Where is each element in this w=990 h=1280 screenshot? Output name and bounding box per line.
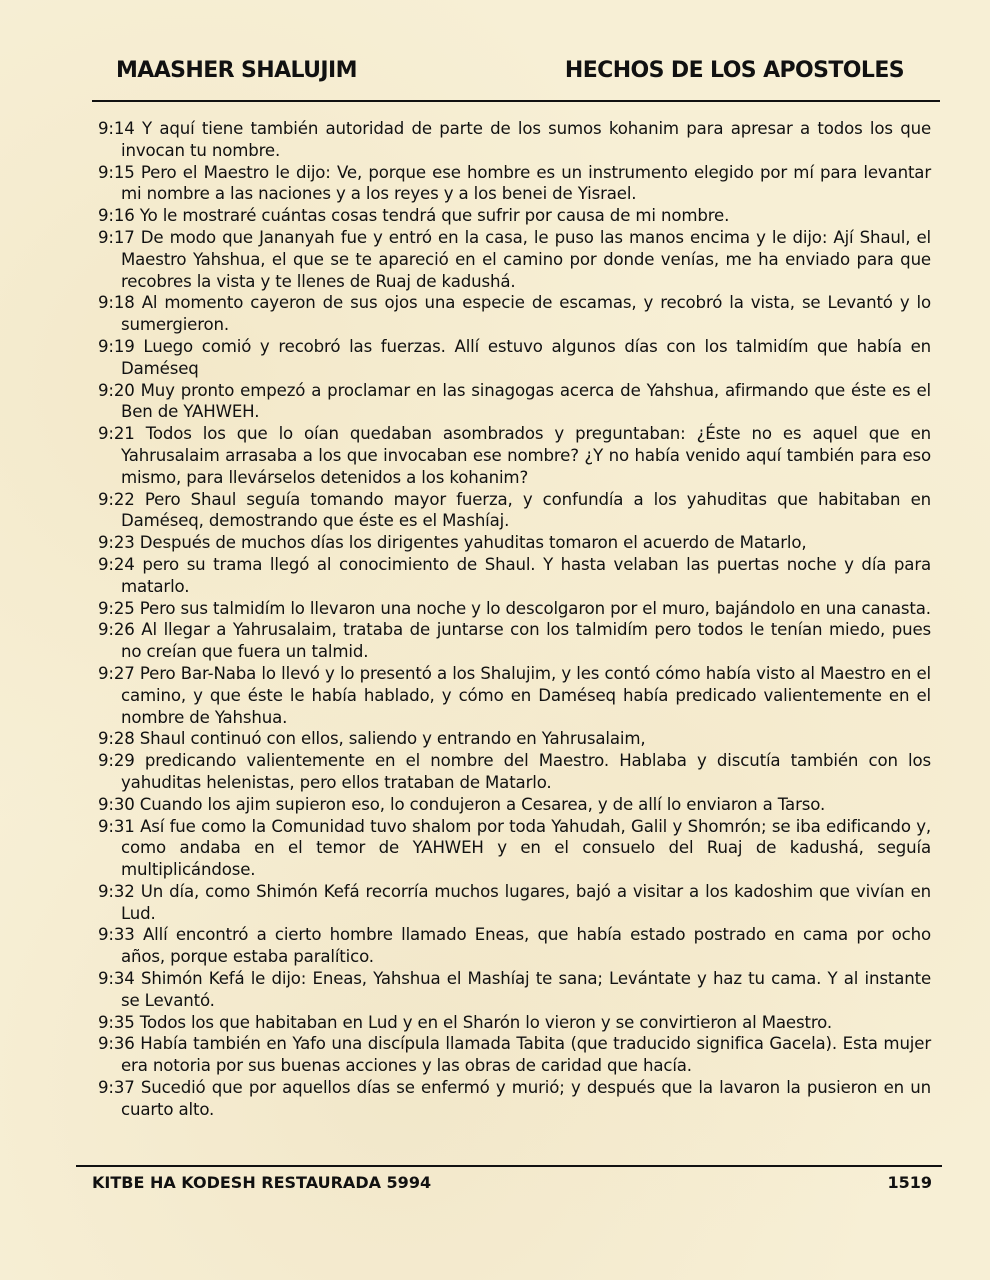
verse-text: Un día, como Shimón Kefá recorría muchos lugares, bajó a visitar a los kadoshim que vivían en Lud. bbox=[121, 881, 932, 923]
verse-text: pero su trama llegó al conocimiento de Shaul. Y hasta velaban las puertas noche y día para matarlo. bbox=[121, 554, 932, 596]
verse-text: Había también en Yafo una discípula llamada Tabita (que traducido significa Gacela). Esta mujer era notoria por sus buenas acciones y las obras de caridad que hacía. bbox=[121, 1034, 932, 1076]
verse-text: Al llegar a Yahrusalaim, trataba de juntarse con los talmidím pero todos le tenían miedo, pues no creían que fuera un talmid. bbox=[121, 620, 932, 662]
verse-text: Yo le mostraré cuántas cosas tendrá que sufrir por causa de mi nombre. bbox=[139, 206, 730, 226]
verse-text: Cuando los ajim supieron eso, lo condujeron a Cesarea, y de allí lo enviaron a Tarso. bbox=[139, 794, 826, 814]
verse-ref: 9:33 bbox=[98, 925, 135, 945]
verse bbox=[98, 489, 931, 533]
verse-text: De modo que Jananyah fue y entró en la casa, le puso las manos encima y le dijo: Ají Shaul, el Maestro Yahshua, el que se te apareció en el camino por donde venías, me ha enviado para que recobres la vista y te llenes de Ruaj de kadushá. bbox=[121, 227, 931, 291]
verse-text: Todos los que habitaban en Lud y en el Sharón lo vieron y se convirtieron al Maestro. bbox=[139, 1012, 832, 1032]
verse bbox=[98, 1077, 931, 1121]
verse bbox=[98, 619, 931, 663]
verse-ref: 9:36 bbox=[98, 1034, 135, 1054]
verse-ref: 9:17 bbox=[98, 227, 135, 247]
page-number: 1519 bbox=[887, 1173, 932, 1192]
verse-ref: 9:19 bbox=[98, 336, 135, 356]
verse-ref: 9:22 bbox=[98, 489, 135, 509]
verse-text: Pero sus talmidím lo llevaron una noche y lo descolgaron por el muro, bajándolo en una canasta. bbox=[139, 598, 931, 618]
verse-text: Pero el Maestro le dijo: Ve, porque ese hombre es un instrumento elegido por mí para levantar mi nombre a las naciones y a los reyes y a los benei de Yisrael. bbox=[121, 162, 931, 204]
verse-text: Así fue como la Comunidad tuvo shalom por toda Yahudah, Galil y Shomrón; se iba edificando y, como andaba en el temor de YAHWEH y en el consuelo del Ruaj de kadushá, seguía multiplicándose. bbox=[121, 816, 932, 880]
footer-edition: KITBE HA KODESH RESTAURADA 5994 bbox=[92, 1173, 432, 1192]
verse-text: predicando valientemente en el nombre del Maestro. Hablaba y discutía también con los yahuditas helenistas, pero ellos trataban de Matarlo. bbox=[121, 751, 931, 792]
verse-ref: 9:35 bbox=[98, 1012, 135, 1032]
verse-text: Sucedió que por aquellos días se enfermó y murió; y después que la lavaron la pusieron en un cuarto alto. bbox=[121, 1078, 931, 1119]
verse-text: Al momento cayeron de sus ojos una especie de escamas, y recobró la vista, se Levantó y lo sumergieron. bbox=[121, 293, 931, 335]
verse bbox=[98, 1012, 931, 1034]
verse bbox=[98, 532, 931, 554]
verse bbox=[98, 336, 931, 380]
verse-ref: 9:18 bbox=[98, 293, 135, 313]
verse-text: Muy pronto empezó a proclamar en las sinagogas acerca de Yahshua, afirmando que éste es el Ben de YAHWEH. bbox=[121, 380, 932, 422]
verse-ref: 9:29 bbox=[98, 751, 135, 771]
page-header bbox=[92, 58, 940, 102]
header-book-subtitle: HECHOS DE LOS APOSTOLES bbox=[564, 58, 904, 83]
verse-ref: 9:30 bbox=[98, 794, 135, 814]
verse-ref: 9:27 bbox=[98, 663, 135, 683]
verse-text: Después de muchos días los dirigentes yahuditas tomaron el acuerdo de Matarlo, bbox=[139, 533, 807, 553]
verse bbox=[98, 794, 931, 816]
verse-ref: 9:26 bbox=[98, 620, 135, 640]
verse-text: Pero Bar-Naba lo llevó y lo presentó a los Shalujim, y les contó cómo había visto al Maestro en el camino, y que éste le había hablado, y cómo en Daméseq había predicado valientemente en el nombre de Yahshua. bbox=[121, 663, 931, 727]
verse-ref: 9:28 bbox=[98, 729, 135, 749]
verse bbox=[98, 205, 931, 227]
verse-ref: 9:34 bbox=[98, 969, 135, 989]
verse bbox=[98, 423, 931, 488]
verse bbox=[98, 1033, 931, 1077]
verse-text: Luego comió y recobró las fuerzas. Allí estuvo algunos días con los talmidím que había en Daméseq bbox=[121, 336, 931, 378]
verse-text: Todos los que lo oían quedaban asombrados y preguntaban: ¿Éste no es aquel que en Yahrusalaim arrasaba a los que invocaban ese nombre? ¿Y no había venido aquí también para eso mismo, para llevárselos detenidos a los kohanim? bbox=[121, 424, 932, 487]
verse bbox=[98, 728, 931, 750]
verse bbox=[98, 162, 931, 206]
verse bbox=[98, 380, 931, 424]
verse-ref: 9:15 bbox=[98, 162, 135, 182]
verse-ref: 9:25 bbox=[98, 598, 135, 618]
verse bbox=[98, 598, 931, 620]
verse-text: Y aquí tiene también autoridad de parte de los sumos kohanim para apresar a todos los que invocan tu nombre. bbox=[121, 119, 932, 160]
verse bbox=[98, 924, 931, 968]
verse-ref: 9:14 bbox=[98, 119, 135, 138]
verse-ref: 9:20 bbox=[98, 380, 135, 400]
verse-list bbox=[98, 118, 931, 1121]
verse bbox=[98, 750, 931, 794]
verse bbox=[98, 663, 931, 728]
verse bbox=[98, 881, 931, 925]
verse-ref: 9:16 bbox=[98, 206, 135, 226]
verse-text: Pero Shaul seguía tomando mayor fuerza, y confundía a los yahuditas que habitaban en Daméseq, demostrando que éste es el Mashíaj. bbox=[121, 489, 932, 531]
verse bbox=[98, 816, 931, 881]
verse-ref: 9:31 bbox=[98, 816, 135, 836]
verse-ref: 9:37 bbox=[98, 1078, 135, 1098]
page-footer bbox=[76, 1165, 942, 1201]
verse-ref: 9:23 bbox=[98, 533, 135, 553]
verse-text: Allí encontró a cierto hombre llamado Eneas, que había estado postrado en cama por ocho años, porque estaba paralítico. bbox=[121, 925, 932, 967]
verse bbox=[98, 968, 931, 1012]
verse bbox=[98, 227, 931, 292]
verse-text: Shimón Kefá le dijo: Eneas, Yahshua el Mashíaj te sana; Levántate y haz tu cama. Y al instante se Levantó. bbox=[121, 969, 931, 1010]
verse bbox=[98, 554, 931, 598]
verse-ref: 9:21 bbox=[98, 424, 135, 444]
verse bbox=[98, 292, 931, 336]
verse-ref: 9:32 bbox=[98, 881, 135, 901]
verse bbox=[98, 118, 931, 162]
header-book-title: MAASHER SHALUJIM bbox=[116, 58, 357, 83]
verse-text: Shaul continuó con ellos, saliendo y entrando en Yahrusalaim, bbox=[139, 729, 646, 749]
verse-ref: 9:24 bbox=[98, 554, 135, 574]
